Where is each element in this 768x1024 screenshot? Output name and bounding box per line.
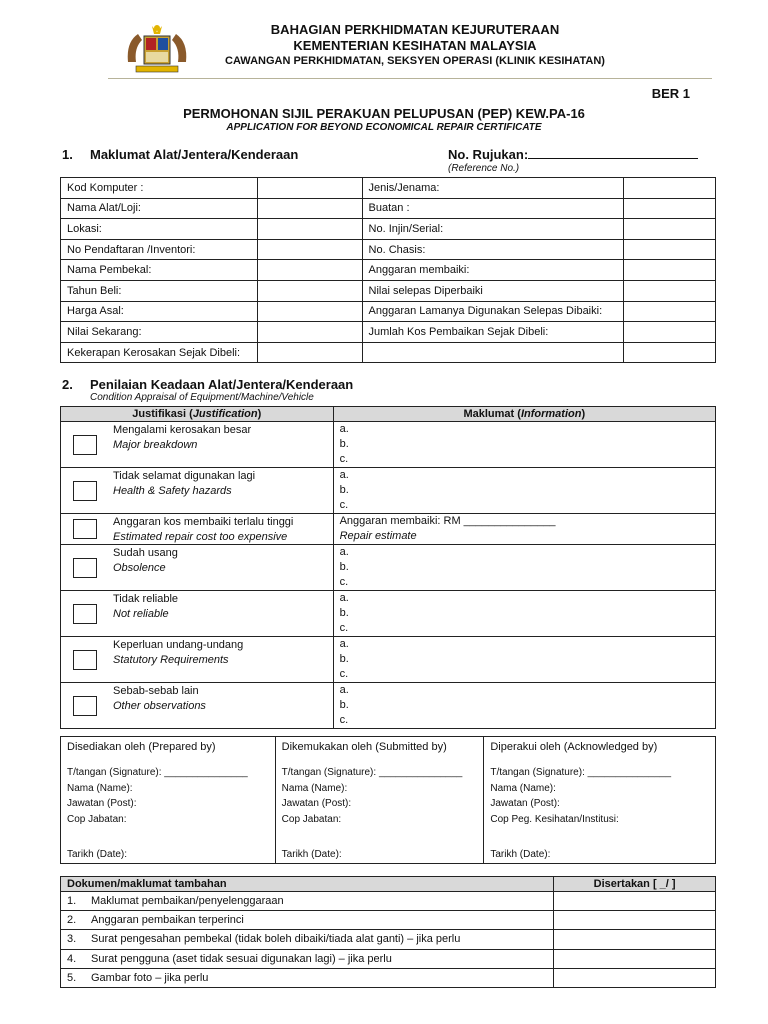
information-header-end: ) (581, 408, 586, 420)
justification-text (113, 515, 293, 545)
appraisal-row (61, 514, 716, 545)
information-line-c: c. (339, 499, 349, 511)
justification-sublabel: Major breakdown (113, 439, 198, 451)
information-line-a: a. (339, 546, 349, 558)
equipment-info-row (61, 239, 716, 260)
equipment-info-row (61, 280, 716, 301)
justification-label: Keperluan undang-undang (113, 639, 244, 651)
equipment-field-value[interactable] (624, 322, 716, 343)
information-header-en: Information (520, 408, 582, 420)
document-attached-checkbox[interactable] (554, 911, 716, 930)
equipment-field-label: No. Chasis: (362, 239, 624, 260)
equipment-field-value[interactable] (624, 239, 716, 260)
information-line-b: b. (339, 561, 349, 573)
information-line-a: a. (339, 638, 349, 650)
appraisal-row (61, 468, 716, 514)
form-subtitle: APPLICATION FOR BEYOND ECONOMICAL REPAIR CERTIFICATE (226, 122, 542, 133)
justification-sublabel: Not reliable (113, 608, 169, 620)
justification-label: Mengalami kerosakan besar (113, 424, 252, 436)
information-line-a: a. (339, 592, 349, 604)
equipment-info-row (61, 322, 716, 343)
document-item (61, 911, 554, 930)
date-field[interactable]: Tarikh (Date): (281, 849, 342, 860)
justification-label: Tidak reliable (113, 593, 179, 605)
equipment-field-label: Jumlah Kos Pembaikan Sejak Dibeli: (362, 322, 624, 343)
document-text: Anggaran pembaikan terperinci (91, 914, 244, 927)
equipment-field-value[interactable] (257, 342, 362, 363)
equipment-info-row (61, 219, 716, 240)
information-line-b: b. (339, 438, 349, 450)
justification-header (61, 407, 334, 422)
justification-sublabel: Other observations (113, 700, 206, 712)
equipment-field-value[interactable] (257, 178, 362, 199)
information-cell[interactable] (333, 591, 715, 637)
document-attached-checkbox[interactable] (554, 892, 716, 911)
document-row (61, 930, 716, 949)
equipment-field-label: Tahun Beli: (61, 280, 258, 301)
post-field[interactable]: Jawatan (Post): (490, 798, 560, 809)
justification-cell (61, 468, 334, 514)
appraisal-row (61, 422, 716, 468)
justification-sublabel: Estimated repair cost too expensive (113, 531, 288, 543)
document-item (61, 968, 554, 987)
equipment-field-label: Jenis/Jenama: (362, 178, 624, 199)
condition-appraisal-table (60, 406, 716, 729)
equipment-field-value[interactable] (257, 198, 362, 219)
signature-field[interactable]: T/tangan (Signature): _______________ (490, 767, 672, 778)
header-branch: CAWANGAN PERKHIDMATAN, SEKSYEN OPERASI (KLINIK KESIHATAN) (225, 55, 605, 67)
justification-sublabel: Statutory Requirements (113, 654, 229, 666)
justification-cell (61, 514, 334, 545)
signature-submitted-by-cell (275, 737, 484, 864)
reference-sublabel: (Reference No.) (448, 163, 520, 174)
justification-checkbox[interactable] (73, 604, 97, 624)
equipment-field-value[interactable] (624, 301, 716, 322)
equipment-field-value[interactable] (624, 178, 716, 199)
document-row (61, 892, 716, 911)
equipment-field-label: Anggaran Lamanya Digunakan Selepas Dibaiki: (362, 301, 624, 322)
coat-of-arms-icon (122, 22, 192, 78)
post-field[interactable]: Jawatan (Post): (281, 798, 352, 809)
justification-cell (61, 683, 334, 729)
header-department: BAHAGIAN PERKHIDMATAN KEJURUTERAAN (270, 22, 560, 37)
equipment-field-label: Nama Alat/Loji: (61, 198, 258, 219)
section2-title: Penilaian Keadaan Alat/Jentera/Kenderaan (90, 377, 354, 392)
justification-checkbox[interactable] (73, 696, 97, 716)
information-line-c: c. (339, 622, 349, 634)
date-field[interactable]: Tarikh (Date): (67, 849, 128, 860)
documents-header-attached: Disertakan [ _/ ] (554, 877, 716, 892)
justification-checkbox[interactable] (73, 650, 97, 670)
justification-cell (61, 591, 334, 637)
equipment-field-label: No Pendaftaran /Inventori: (61, 239, 258, 260)
equipment-field-label: Buatan : (362, 198, 624, 219)
justification-label: Tidak selamat digunakan lagi (113, 470, 256, 482)
justification-text (113, 469, 255, 499)
equipment-field-label: Harga Asal: (61, 301, 258, 322)
information-line-a: a. (339, 684, 349, 696)
appraisal-row (61, 591, 716, 637)
equipment-info-table (60, 177, 716, 363)
information-line-c: c. (339, 453, 349, 465)
equipment-field-value[interactable] (257, 301, 362, 322)
document-number: 5. (67, 971, 77, 984)
justification-text (113, 423, 251, 453)
justification-cell (61, 637, 334, 683)
equipment-field-value[interactable] (257, 260, 362, 281)
equipment-field-value[interactable] (257, 239, 362, 260)
header-divider (108, 78, 712, 79)
justification-header-text: Justifikasi ( (132, 408, 193, 420)
information-header-text: Maklumat ( (463, 408, 521, 420)
document-text: Maklumat pembaikan/penyelenggaraan (91, 895, 284, 908)
signature-heading: Disediakan oleh (Prepared by) (67, 741, 216, 753)
information-cell[interactable] (333, 514, 715, 545)
name-field[interactable]: Nama (Name): (67, 783, 133, 794)
equipment-info-row (61, 260, 716, 281)
equipment-field-value[interactable] (624, 342, 716, 363)
reference-number-field[interactable] (528, 158, 698, 159)
equipment-info-row (61, 301, 716, 322)
signature-field[interactable]: T/tangan (Signature): _______________ (281, 767, 463, 778)
signature-heading: Diperakui oleh (Acknowledged by) (490, 741, 658, 753)
section1-title: Maklumat Alat/Jentera/Kenderaan (90, 147, 299, 162)
information-line-c: c. (339, 714, 349, 726)
information-cell[interactable] (333, 468, 715, 514)
equipment-field-label: Nama Pembekal: (61, 260, 258, 281)
justification-label: Anggaran kos membaiki terlalu tinggi (113, 516, 294, 528)
information-line-c: c. (339, 668, 349, 680)
justification-header-en: Justification (192, 408, 258, 420)
stamp-field[interactable]: Cop Peg. Kesihatan/Institusi: (490, 814, 619, 825)
document-item (61, 949, 554, 968)
equipment-field-label: Nilai selepas Diperbaiki (362, 280, 624, 301)
document-row (61, 949, 716, 968)
reference-label: No. Rujukan: (448, 147, 529, 162)
justification-checkbox[interactable] (73, 481, 97, 501)
information-line-b: b. (339, 607, 349, 619)
document-attached-checkbox[interactable] (554, 968, 716, 987)
document-number: 4. (67, 952, 77, 965)
justification-cell (61, 422, 334, 468)
information-cell[interactable] (333, 683, 715, 729)
post-field[interactable]: Jawatan (Post): (67, 798, 137, 809)
information-line-a: a. (339, 423, 349, 435)
form-title: PERMOHONAN SIJIL PERAKUAN PELUPUSAN (PEP) KEW.PA-16 (183, 106, 585, 121)
justification-checkbox[interactable] (73, 519, 97, 539)
information-cell[interactable] (333, 637, 715, 683)
equipment-field-value[interactable] (624, 260, 716, 281)
equipment-field-value[interactable] (257, 219, 362, 240)
justification-cell (61, 545, 334, 591)
appraisal-header-row (61, 407, 716, 422)
signature-field[interactable]: T/tangan (Signature): _______________ (67, 767, 248, 778)
document-attached-checkbox[interactable] (554, 949, 716, 968)
equipment-info-row (61, 178, 716, 199)
signature-table (60, 736, 716, 864)
document-text: Gambar foto – jika perlu (91, 971, 209, 984)
form-code: BER 1 (651, 86, 690, 101)
justification-text (113, 546, 178, 576)
name-field[interactable]: Nama (Name): (490, 783, 556, 794)
information-line-a: Anggaran membaiki: RM _______________ (339, 515, 556, 527)
equipment-field-value[interactable] (257, 322, 362, 343)
information-cell[interactable] (333, 545, 715, 591)
document-item (61, 930, 554, 949)
equipment-field-value[interactable] (624, 280, 716, 301)
signature-row (61, 737, 716, 864)
information-line-a: a. (339, 469, 349, 481)
justification-text (113, 638, 243, 668)
name-field[interactable]: Nama (Name): (281, 783, 348, 794)
justification-text (113, 684, 206, 714)
information-line-b: b. (339, 699, 349, 711)
justification-sublabel: Obsolence (113, 562, 166, 574)
justification-header-end: ) (257, 408, 262, 420)
justification-label: Sudah usang (113, 547, 178, 559)
equipment-info-row (61, 342, 716, 363)
justification-sublabel: Health & Safety hazards (113, 485, 232, 497)
appraisal-row (61, 637, 716, 683)
documents-header-label: Dokumen/maklumat tambahan (61, 877, 554, 892)
header-ministry: KEMENTERIAN KESIHATAN MALAYSIA (293, 38, 537, 53)
equipment-field-label (362, 342, 624, 363)
stamp-field[interactable]: Cop Jabatan: (281, 814, 342, 825)
justification-text (113, 592, 178, 622)
document-number: 2. (67, 914, 77, 927)
justification-checkbox[interactable] (73, 558, 97, 578)
section1-number: 1. (62, 147, 73, 162)
signature-heading: Dikemukakan oleh (Submitted by) (281, 741, 447, 753)
section2-number: 2. (62, 377, 73, 392)
section2-subtitle: Condition Appraisal of Equipment/Machine/Vehicle (90, 392, 314, 403)
document-row (61, 968, 716, 987)
document-number: 1. (67, 895, 77, 908)
information-line-c: c. (339, 576, 349, 588)
signature-acknowledged-by-cell (484, 737, 716, 864)
appraisal-row (61, 545, 716, 591)
equipment-info-row (61, 198, 716, 219)
equipment-field-value[interactable] (624, 198, 716, 219)
equipment-field-value[interactable] (624, 219, 716, 240)
information-line-b: Repair estimate (339, 530, 417, 542)
equipment-field-label: Anggaran membaiki: (362, 260, 624, 281)
document-number: 3. (67, 933, 77, 946)
document-text: Surat pengguna (aset tidak sesuai digunakan lagi) – jika perlu (91, 952, 392, 965)
date-field[interactable]: Tarikh (Date): (490, 849, 551, 860)
appraisal-row (61, 683, 716, 729)
justification-checkbox[interactable] (73, 435, 97, 455)
signature-prepared-by-cell (61, 737, 276, 864)
information-line-b: b. (339, 484, 349, 496)
stamp-field[interactable]: Cop Jabatan: (67, 814, 127, 825)
equipment-field-label: Kod Komputer : (61, 178, 258, 199)
documents-header-row (61, 877, 716, 892)
equipment-field-label: Kekerapan Kerosakan Sejak Dibeli: (61, 342, 258, 363)
justification-label: Sebab-sebab lain (113, 685, 199, 697)
information-line-b: b. (339, 653, 349, 665)
document-row (61, 911, 716, 930)
document-item (61, 892, 554, 911)
equipment-field-label: Nilai Sekarang: (61, 322, 258, 343)
document-text: Surat pengesahan pembekal (tidak boleh dibaiki/tiada alat ganti) – jika perlu (91, 933, 461, 946)
information-cell[interactable] (333, 422, 715, 468)
equipment-field-label: No. Injin/Serial: (362, 219, 624, 240)
supporting-documents-table (60, 876, 716, 988)
equipment-field-label: Lokasi: (61, 219, 258, 240)
equipment-field-value[interactable] (257, 280, 362, 301)
information-header (333, 407, 715, 422)
document-attached-checkbox[interactable] (554, 930, 716, 949)
